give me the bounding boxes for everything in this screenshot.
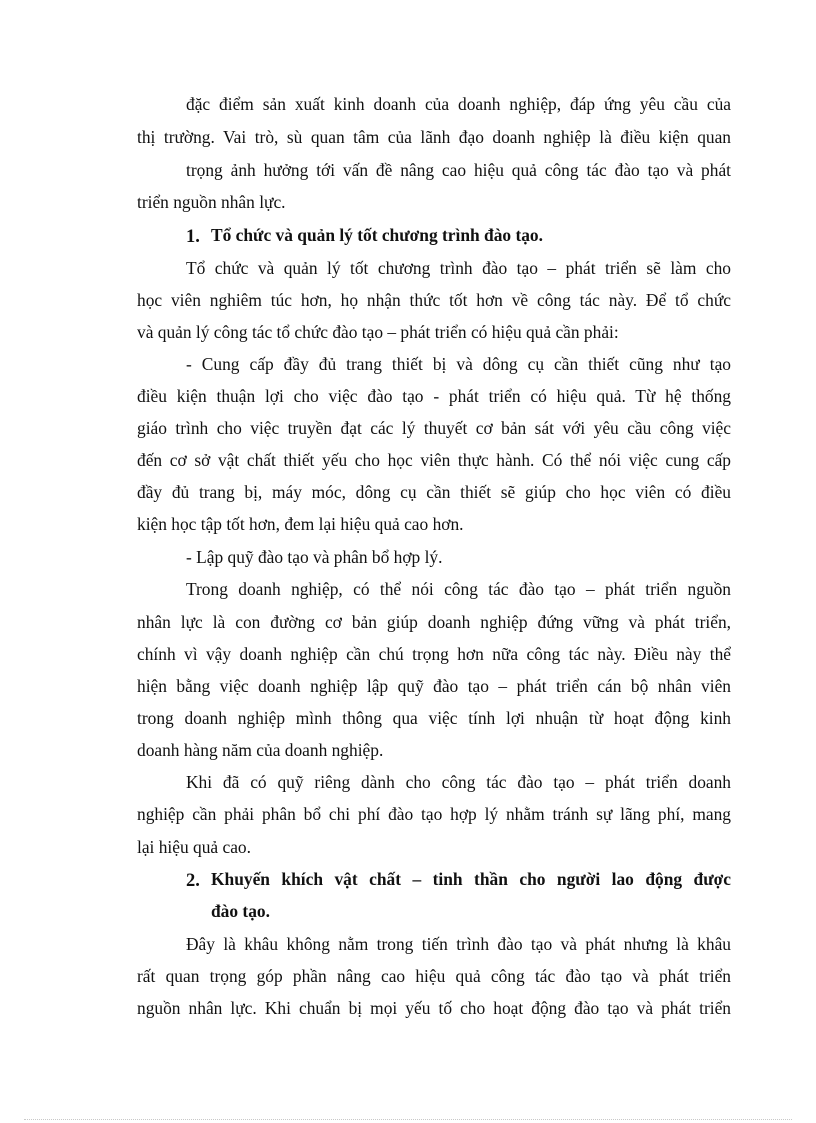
paragraph-line: - Lập quỹ đào tạo và phân bổ hợp lý. bbox=[186, 547, 443, 567]
heading-1-number: 1. bbox=[186, 227, 200, 247]
paragraph-line: trọng ảnh hưởng tới vấn đề nâng cao hiệu quả công tác đào tạo và phát bbox=[186, 160, 731, 180]
paragraph-line: rất quan trọng góp phần nâng cao hiệu quả công tác đào tạo và phát triển bbox=[137, 966, 731, 986]
heading-1-title: Tổ chức và quản lý tốt chương trình đào tạo. bbox=[211, 225, 543, 245]
paragraph-line: điều kiện thuận lợi cho việc đào tạo - phát triển có hiệu quả. Từ hệ thống bbox=[137, 386, 731, 406]
paragraph-line: nghiệp cần phải phân bổ chi phí đào tạo hợp lý nhằm tránh sự lãng phí, mang bbox=[137, 804, 731, 824]
heading-2-number: 2. bbox=[186, 871, 200, 891]
heading-2-title-line-2: đào tạo. bbox=[211, 901, 270, 921]
paragraph-line: đặc điểm sản xuất kinh doanh của doanh nghiệp, đáp ứng yêu cầu của bbox=[186, 94, 731, 114]
paragraph-line: nhân lực là con đường cơ bản giúp doanh nghiệp đứng vững và phát triển, bbox=[137, 612, 731, 632]
heading-2-title-line-1: Khuyến khích vật chất – tinh thần cho người lao động được bbox=[211, 869, 731, 889]
paragraph-line: đến cơ sở vật chất thiết yếu cho học viên thực hành. Có thể nói việc cung cấp bbox=[137, 450, 731, 470]
paragraph-line: Khi đã có quỹ riêng dành cho công tác đào tạo – phát triển doanh bbox=[186, 772, 731, 792]
paragraph-line: trong doanh nghiệp mình thông qua việc tính lợi nhuận từ hoạt động kinh bbox=[137, 708, 731, 728]
paragraph-line: và quản lý công tác tổ chức đào tạo – phát triển có hiệu quả cần phải: bbox=[137, 322, 619, 342]
paragraph-line: Tổ chức và quản lý tốt chương trình đào tạo – phát triển sẽ làm cho bbox=[186, 258, 731, 278]
paragraph-line: Đây là khâu không nằm trong tiến trình đào tạo và phát nhưng là khâu bbox=[186, 934, 731, 954]
paragraph-line: chính vì vậy doanh nghiệp cần chú trọng hơn nữa công tác này. Điều này thể bbox=[137, 644, 731, 664]
paragraph-line: kiện học tập tốt hơn, đem lại hiệu quả cao hơn. bbox=[137, 514, 464, 534]
paragraph-line: doanh hàng năm của doanh nghiệp. bbox=[137, 740, 384, 760]
paragraph-line: thị trường. Vai trò, sù quan tâm của lãnh đạo doanh nghiệp là điều kiện quan bbox=[137, 127, 731, 147]
paragraph-line: nguồn nhân lực. Khi chuẩn bị mọi yếu tố cho hoạt động đào tạo và phát triển bbox=[137, 998, 731, 1018]
paragraph-line: triển nguồn nhân lực. bbox=[137, 192, 286, 212]
paragraph-line: lại hiệu quả cao. bbox=[137, 837, 251, 857]
paragraph-line: Trong doanh nghiệp, có thể nói công tác đào tạo – phát triển nguồn bbox=[186, 579, 731, 599]
page-bottom-divider bbox=[24, 1119, 792, 1120]
paragraph-line: - Cung cấp đầy đủ trang thiết bị và dông cụ cần thiết cũng như tạo bbox=[186, 354, 731, 374]
paragraph-line: đầy đủ trang bị, máy móc, dông cụ cần thiết sẽ giúp cho học viên có điều bbox=[137, 482, 731, 502]
paragraph-line: hiện bằng việc doanh nghiệp lập quỹ đào tạo – phát triển cán bộ nhân viên bbox=[137, 676, 731, 696]
paragraph-line: giáo trình cho việc truyền đạt các lý thuyết cơ bản sát với yêu cầu công việc bbox=[137, 418, 731, 438]
paragraph-line: học viên nghiêm túc hơn, họ nhận thức tốt hơn về công tác này. Để tổ chức bbox=[137, 290, 731, 310]
